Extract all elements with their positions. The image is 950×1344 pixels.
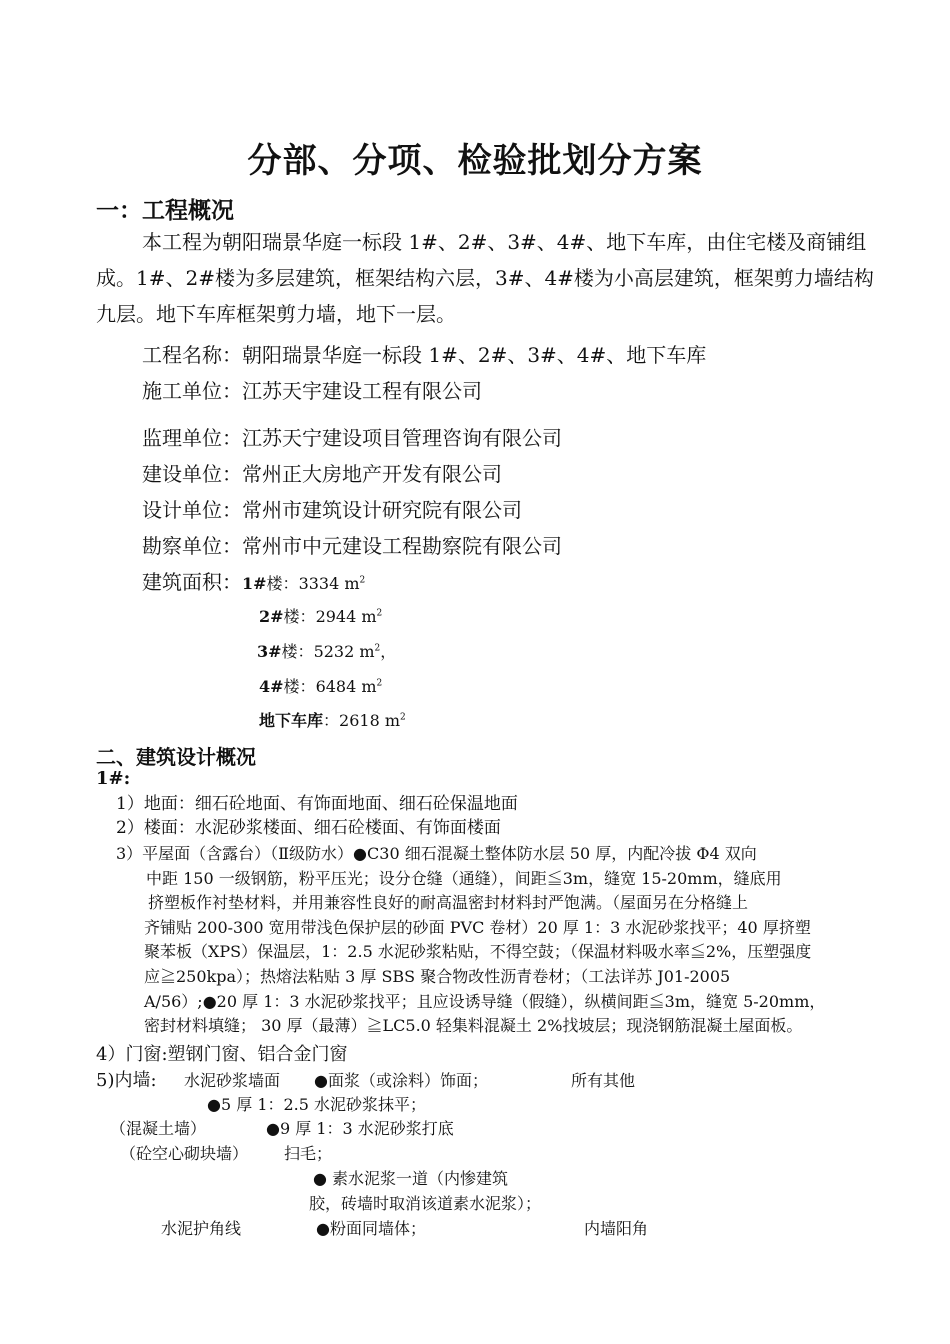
area-row [142, 566, 365, 595]
doors-windows-item: 4）门窗:塑钢门窗、铝合金门窗 [96, 1044, 348, 1065]
info-label: 施工单位： [142, 379, 242, 403]
building-1-subheading: 1#: [96, 768, 131, 789]
area-tail: ， [380, 642, 397, 661]
info-value: 江苏天宇建设工程有限公司 [242, 379, 482, 403]
wall-text: ● 素水泥浆一道（内惨建筑 [313, 1169, 509, 1188]
area-unit-sup: 2 [400, 712, 406, 723]
area-unit-sup: 2 [359, 575, 366, 586]
wall-text: ●面浆（或涂料）饰面； [314, 1071, 488, 1090]
area-value: 6484 m [315, 677, 377, 696]
info-label: 监理单位： [142, 426, 242, 450]
info-row [142, 458, 502, 487]
wall-text: （砼空心砌块墙） [120, 1144, 249, 1163]
area-row [259, 674, 382, 697]
roof-line: 应≧250kpa）；热熔法粘贴 3 厚 SBS 聚合物改性沥青卷材；（工法详苏 J01-2005 [144, 967, 731, 986]
info-label: 工程名称： [142, 343, 242, 367]
section-2-heading: 二、建筑设计概况 [96, 745, 256, 769]
info-value: 江苏天宁建设项目管理咨询有限公司 [242, 426, 562, 450]
wall-text: 内墙阳角 [584, 1219, 649, 1238]
wall-text: （混凝土墙） [110, 1119, 207, 1138]
area-name: 地下车库 [259, 711, 324, 730]
area-unit-sup: 2 [376, 678, 383, 689]
roof-line: 齐铺贴 200-300 宽用带浅色保护层的砂面 PVC 卷材）20 厚 1：3 水泥砂浆找平；40 厚挤塑 [144, 918, 811, 937]
area-suffix: 楼： [283, 607, 316, 626]
area-name: 3# [257, 642, 282, 661]
area-name: 1# [242, 574, 267, 593]
intro-line: 成。1#、2#楼为多层建筑，框架结构六层，3#、4#楼为小高层建筑，框架剪力墙结构 [96, 266, 874, 290]
roof-line: 密封材料填缝； 30 厚（最薄）≧LC5.0 轻集料混凝土 2%找坡层；现浇钢筋混凝土屋面板。 [144, 1016, 803, 1035]
info-row [142, 422, 562, 451]
area-value: 5232 m [313, 642, 375, 661]
roof-line: 3）平屋面（含露台）（Ⅱ级防水）●C30 细石混凝土整体防水层 50 厚，内配冷拔 Φ4 双向 [116, 844, 757, 863]
info-row [142, 375, 482, 404]
wall-text: ●9 厚 1：3 水泥砂浆打底 [266, 1119, 454, 1138]
area-value: 3334 m [298, 574, 360, 593]
info-row [142, 530, 562, 559]
wall-text: 所有其他 [571, 1071, 636, 1090]
area-row [259, 604, 382, 627]
page-title: 分部、分项、检验批划分方案 [247, 141, 703, 181]
wall-text: ●5 厚 1：2.5 水泥砂浆抹平； [207, 1095, 427, 1114]
area-suffix: 楼： [281, 642, 314, 661]
intro-line: 九层。地下车库框架剪力墙，地下一层。 [96, 302, 456, 326]
info-label: 建设单位： [142, 462, 242, 486]
wall-text: 扫毛； [284, 1144, 333, 1163]
area-unit-sup: 2 [374, 643, 381, 654]
roof-line: A/56）;●20 厚 1：3 水泥砂浆找平；且应设诱导缝（假缝），纵横间距≦3m，缝宽 5-20mm， [144, 992, 826, 1011]
area-row [259, 708, 406, 731]
info-row [142, 339, 706, 368]
area-label: 建筑面积： [142, 570, 242, 594]
area-value: 2618 m [339, 711, 401, 730]
wall-text: 水泥砂浆墙面 [184, 1071, 281, 1090]
section-1-heading: 一：工程概况 [96, 197, 234, 224]
area-suffix: ： [323, 711, 340, 730]
roof-line: 挤塑板作衬垫材料，并用兼容性良好的耐高温密封材料封严饱满。（屋面另在分格缝上 [148, 893, 749, 912]
design-item: 2）楼面：水泥砂浆楼面、细石砼楼面、有饰面楼面 [116, 818, 501, 838]
roof-line: 聚苯板（XPS）保温层，1：2.5 水泥砂浆粘贴，不得空鼓；（保温材料吸水率≦2%，压塑强度 [144, 942, 812, 961]
info-value: 常州正大房地产开发有限公司 [242, 462, 502, 486]
info-label: 勘察单位： [142, 534, 242, 558]
area-suffix: 楼： [266, 574, 299, 593]
roof-line: 中距 150 一级钢筋，粉平压光；设分仓缝（通缝），间距≦3m，缝宽 15-20mm，缝底用 [146, 869, 782, 888]
area-name: 2# [259, 607, 284, 626]
wall-text: 胶，砖墙时取消该道素水泥浆）； [309, 1194, 542, 1213]
area-row [257, 639, 396, 662]
wall-text: 水泥护角线 [161, 1219, 242, 1238]
intro-line: 本工程为朝阳瑞景华庭一标段 1#、2#、3#、4#、地下车库，由住宅楼及商铺组 [142, 230, 867, 254]
info-value: 朝阳瑞景华庭一标段 1#、2#、3#、4#、地下车库 [242, 343, 707, 367]
info-label: 设计单位： [142, 498, 242, 522]
info-value: 常州市中元建设工程勘察院有限公司 [242, 534, 562, 558]
wall-text: ●粉面同墙体； [316, 1219, 426, 1238]
area-suffix: 楼： [283, 677, 316, 696]
design-item: 1）地面：细石砼地面、有饰面地面、细石砼保温地面 [116, 794, 518, 814]
area-value: 2944 m [315, 607, 377, 626]
info-value: 常州市建筑设计研究院有限公司 [242, 498, 522, 522]
area-name: 4# [259, 677, 284, 696]
interior-wall-label: 5)内墙: [96, 1070, 157, 1091]
info-row [142, 494, 522, 523]
area-unit-sup: 2 [376, 608, 383, 619]
